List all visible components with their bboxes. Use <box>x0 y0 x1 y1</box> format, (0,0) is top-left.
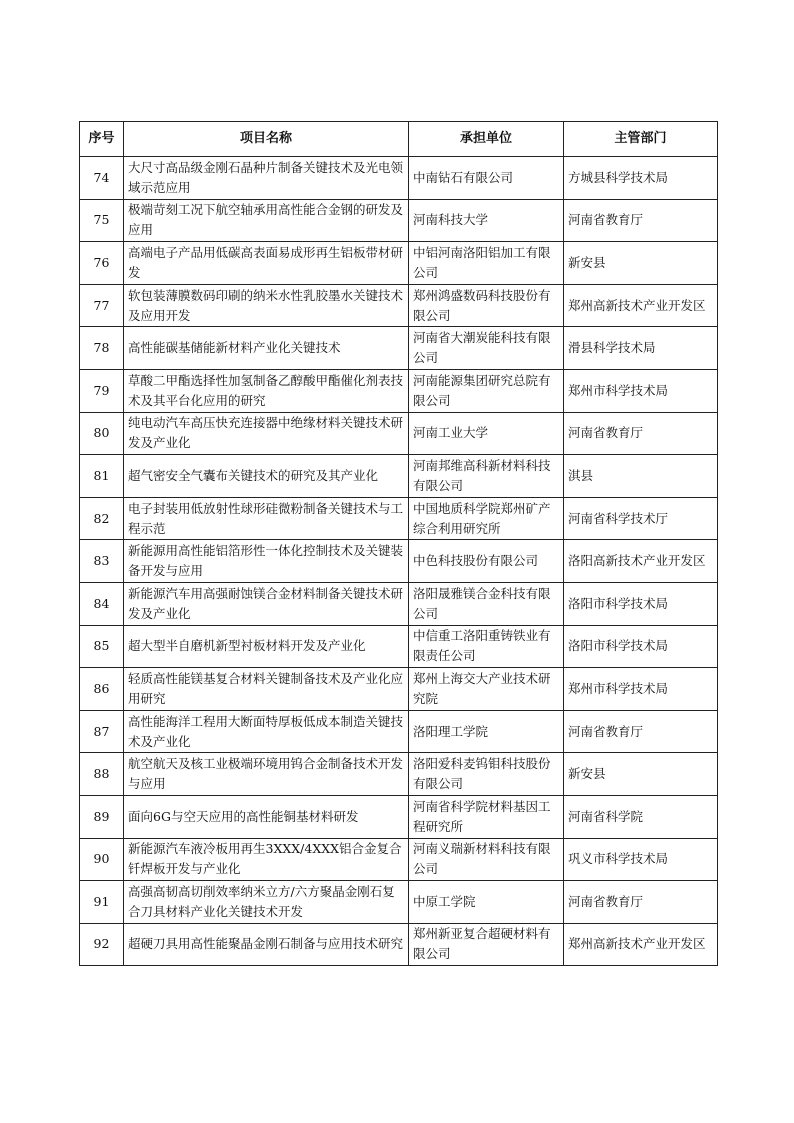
row-supervising-department: 洛阳高新技术产业开发区 <box>564 540 718 583</box>
row-supervising-department: 洛阳市科学技术局 <box>564 625 718 668</box>
row-project-name: 航空航天及核工业极端环境用钨合金制备技术开发与应用 <box>124 753 409 796</box>
row-supervising-department: 河南省教育厅 <box>564 881 718 924</box>
table-row <box>80 199 718 242</box>
row-project-name: 草酸二甲酯选择性加氢制备乙醇酸甲酯催化剂表技术及其平台化应用的研究 <box>124 369 409 412</box>
row-supervising-department: 河南省教育厅 <box>564 412 718 455</box>
row-supervising-department: 滑县科学技术局 <box>564 327 718 370</box>
table-row <box>80 838 718 881</box>
row-serial-number: 80 <box>80 412 124 455</box>
row-supervising-department: 新安县 <box>564 242 718 285</box>
header-undertaking-unit: 承担单位 <box>409 122 564 157</box>
table-row <box>80 540 718 583</box>
row-supervising-department: 河南省科学技术厅 <box>564 497 718 540</box>
row-undertaking-unit: 中信重工洛阳重铸铁业有限责任公司 <box>409 625 564 668</box>
row-serial-number: 89 <box>80 795 124 838</box>
row-project-name: 高性能海洋工程用大断面特厚板低成本制造关键技术及产业化 <box>124 710 409 753</box>
row-project-name: 极端苛刻工况下航空轴承用高性能合金钢的研发及应用 <box>124 199 409 242</box>
row-serial-number: 79 <box>80 369 124 412</box>
header-serial-number: 序号 <box>80 122 124 157</box>
row-undertaking-unit: 河南省大潮炭能科技有限公司 <box>409 327 564 370</box>
row-project-name: 高强高韧高切削效率纳米立方/六方聚晶金刚石复合刀具材料产业化关键技术开发 <box>124 881 409 924</box>
row-supervising-department: 洛阳市科学技术局 <box>564 582 718 625</box>
row-supervising-department: 河南省教育厅 <box>564 199 718 242</box>
row-undertaking-unit: 河南能源集团研究总院有限公司 <box>409 369 564 412</box>
table-row <box>80 668 718 711</box>
row-undertaking-unit: 河南邦维高科新材料科技有限公司 <box>409 455 564 498</box>
row-project-name: 新能源汽车液冷板用再生3XXX/4XXX铝合金复合钎焊板开发与产业化 <box>124 838 409 881</box>
row-serial-number: 84 <box>80 582 124 625</box>
row-supervising-department: 郑州市科学技术局 <box>564 369 718 412</box>
table-row <box>80 753 718 796</box>
table-row <box>80 412 718 455</box>
row-serial-number: 74 <box>80 157 124 200</box>
row-supervising-department: 方城县科学技术局 <box>564 157 718 200</box>
row-undertaking-unit: 郑州上海交大产业技术研究院 <box>409 668 564 711</box>
row-supervising-department: 郑州市科学技术局 <box>564 668 718 711</box>
row-project-name: 高性能碳基储能新材料产业化关键技术 <box>124 327 409 370</box>
row-supervising-department: 巩义市科学技术局 <box>564 838 718 881</box>
row-project-name: 纯电动汽车高压快充连接器中绝缘材料关键技术研发及产业化 <box>124 412 409 455</box>
row-project-name: 面向6G与空天应用的高性能铜基材料研发 <box>124 795 409 838</box>
row-project-name: 大尺寸高品级金刚石晶种片制备关键技术及光电领域示范应用 <box>124 157 409 200</box>
row-supervising-department: 河南省教育厅 <box>564 710 718 753</box>
row-undertaking-unit: 中南钻石有限公司 <box>409 157 564 200</box>
row-supervising-department: 郑州高新技术产业开发区 <box>564 923 718 966</box>
row-undertaking-unit: 河南工业大学 <box>409 412 564 455</box>
row-project-name: 超硬刀具用高性能聚晶金刚石制备与应用技术研究 <box>124 923 409 966</box>
row-serial-number: 85 <box>80 625 124 668</box>
row-serial-number: 88 <box>80 753 124 796</box>
row-undertaking-unit: 洛阳晟雅镁合金科技有限公司 <box>409 582 564 625</box>
row-serial-number: 78 <box>80 327 124 370</box>
row-undertaking-unit: 中原工学院 <box>409 881 564 924</box>
row-project-name: 超大型半自磨机新型衬板材料开发及产业化 <box>124 625 409 668</box>
row-undertaking-unit: 中国地质科学院郑州矿产综合利用研究所 <box>409 497 564 540</box>
row-serial-number: 83 <box>80 540 124 583</box>
row-supervising-department: 淇县 <box>564 455 718 498</box>
row-project-name: 高端电子产品用低碳高表面易成形再生铝板带材研发 <box>124 242 409 285</box>
row-undertaking-unit: 郑州鸿盛数码科技股份有限公司 <box>409 284 564 327</box>
table-row <box>80 284 718 327</box>
row-supervising-department: 郑州高新技术产业开发区 <box>564 284 718 327</box>
row-serial-number: 92 <box>80 923 124 966</box>
table-row <box>80 157 718 200</box>
table-row <box>80 710 718 753</box>
row-undertaking-unit: 中色科技股份有限公司 <box>409 540 564 583</box>
table-row <box>80 881 718 924</box>
table-row <box>80 327 718 370</box>
row-project-name: 轻质高性能镁基复合材料关键制备技术及产业化应用研究 <box>124 668 409 711</box>
row-serial-number: 90 <box>80 838 124 881</box>
row-project-name: 新能源用高性能铝箔形性一体化控制技术及关键装备开发与应用 <box>124 540 409 583</box>
row-serial-number: 81 <box>80 455 124 498</box>
project-table <box>79 121 718 966</box>
table-row <box>80 242 718 285</box>
row-undertaking-unit: 中铝河南洛阳铝加工有限公司 <box>409 242 564 285</box>
row-serial-number: 77 <box>80 284 124 327</box>
table-row <box>80 369 718 412</box>
row-serial-number: 87 <box>80 710 124 753</box>
row-project-name: 新能源汽车用高强耐蚀镁合金材料制备关键技术研发及产业化 <box>124 582 409 625</box>
row-undertaking-unit: 洛阳爱科麦钨钼科技股份有限公司 <box>409 753 564 796</box>
row-undertaking-unit: 河南省科学院材料基因工程研究所 <box>409 795 564 838</box>
row-supervising-department: 新安县 <box>564 753 718 796</box>
row-project-name: 电子封装用低放射性球形硅微粉制备关键技术与工程示范 <box>124 497 409 540</box>
row-undertaking-unit: 洛阳理工学院 <box>409 710 564 753</box>
row-serial-number: 82 <box>80 497 124 540</box>
row-serial-number: 86 <box>80 668 124 711</box>
row-serial-number: 76 <box>80 242 124 285</box>
row-undertaking-unit: 郑州新亚复合超硬材料有限公司 <box>409 923 564 966</box>
table-row <box>80 582 718 625</box>
row-project-name: 超气密安全气囊布关键技术的研究及其产业化 <box>124 455 409 498</box>
table-row <box>80 795 718 838</box>
row-supervising-department: 河南省科学院 <box>564 795 718 838</box>
table-row <box>80 455 718 498</box>
table-row <box>80 625 718 668</box>
row-project-name: 软包装薄膜数码印刷的纳米水性乳胶墨水关键技术及应用开发 <box>124 284 409 327</box>
row-serial-number: 75 <box>80 199 124 242</box>
row-undertaking-unit: 河南义瑞新材料科技有限公司 <box>409 838 564 881</box>
row-undertaking-unit: 河南科技大学 <box>409 199 564 242</box>
header-project-name: 项目名称 <box>124 122 409 157</box>
row-serial-number: 91 <box>80 881 124 924</box>
table-header-row <box>80 122 718 157</box>
header-supervising-department: 主管部门 <box>564 122 718 157</box>
table-row <box>80 923 718 966</box>
table-row <box>80 497 718 540</box>
